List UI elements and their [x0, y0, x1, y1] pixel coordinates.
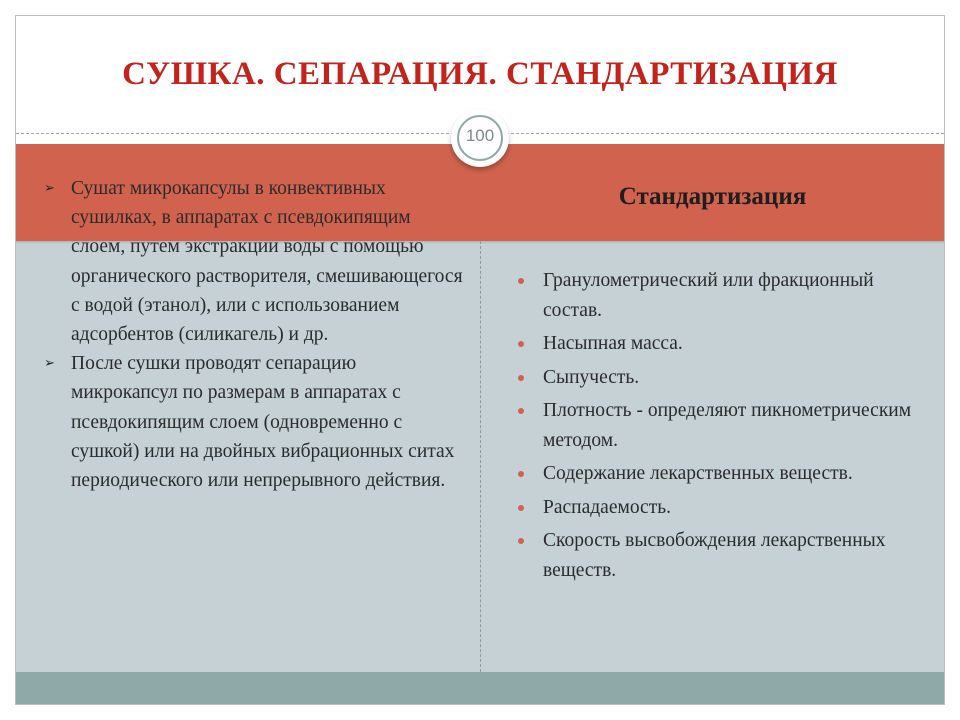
list-item [44, 174, 464, 349]
dot-icon [518, 538, 524, 544]
dot-icon [518, 471, 524, 477]
list-item-text: Плотность - определяют пикнометрическим методом. [543, 400, 912, 451]
list-item [515, 363, 925, 393]
page-number: 100 [465, 126, 495, 145]
dot-icon [518, 278, 524, 284]
list-item [515, 459, 925, 489]
list-item [515, 266, 925, 325]
arrow-right-icon: ➢ [44, 356, 55, 372]
dot-icon [518, 408, 524, 414]
dot-icon [518, 505, 524, 511]
column-divider [480, 241, 481, 672]
list-item-text: Сушат микрокапсулы в конвективных сушилках, в аппаратах с псевдокипящим слоем, путем экстракции воды с помощью органического растворителя, смешивающегося с водой (этанол), или с использованием адсорбентов (силикагель) и др. [71, 178, 463, 346]
list-item-text: После сушки проводят сепарацию микрокапсул по размерам в аппаратах с псевдокипящим слоем (одновременно с сушкой) или на двойных вибрационных ситах периодического или непрерывного действия. [71, 353, 455, 492]
list-item [515, 329, 925, 359]
slide-title: СУШКА. СЕПАРАЦИЯ. СТАНДАРТИЗАЦИЯ [122, 56, 838, 92]
list-item [515, 526, 925, 585]
standardization-list [515, 266, 925, 589]
list-item-text: Насыпная масса. [543, 333, 683, 354]
list-item-text: Распадаемость. [543, 496, 671, 518]
list-item-text: Гранулометрический или фракционный состав. [543, 270, 874, 321]
left-bullet-list [44, 174, 464, 495]
list-item-text: Сыпучесть. [543, 366, 640, 388]
list-item [515, 493, 925, 523]
arrow-right-icon: ➢ [44, 180, 55, 196]
list-item [515, 396, 925, 455]
list-item-text: Скорость высвобождения лекарственных веществ. [543, 530, 886, 581]
list-item [44, 349, 464, 495]
list-item-text: Содержание лекарственных веществ. [543, 463, 853, 484]
standardization-heading: Стандартизация [618, 183, 807, 210]
bottom-band [16, 672, 944, 704]
dot-icon [518, 341, 524, 347]
dot-icon [518, 375, 524, 381]
